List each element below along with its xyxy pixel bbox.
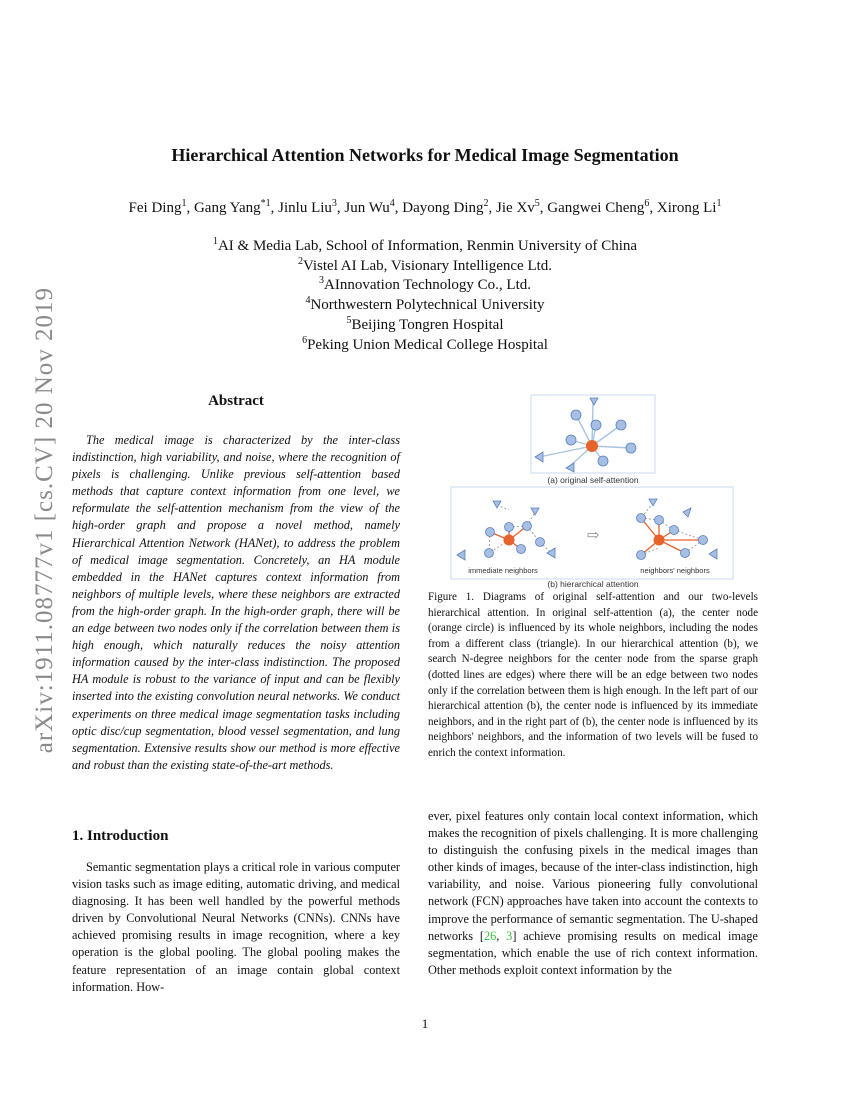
author-affiliation-mark: 5 <box>534 198 540 209</box>
figure-a-center-node <box>586 440 598 452</box>
citation-link[interactable]: 3 <box>506 928 513 943</box>
citation-link[interactable]: 26 <box>483 928 497 943</box>
author <box>547 200 649 216</box>
affiliation-list <box>0 237 850 355</box>
author-name: Dayong Ding <box>402 200 484 216</box>
citation-separator: , <box>496 928 507 943</box>
affiliation-text: Beijing Tongren Hospital <box>351 316 504 333</box>
paper-title: Hierarchical Attention Networks for Medical Image Segmentation <box>171 145 679 165</box>
author-affiliation-mark: *1 <box>260 198 271 209</box>
affiliation <box>0 276 850 296</box>
abstract-heading: Abstract <box>208 393 264 409</box>
author-affiliation-mark: 1 <box>716 198 722 209</box>
affiliation <box>0 257 850 277</box>
author <box>194 200 271 216</box>
author-list: Fei Ding$^1$, Gang Yang$^{*1}$, Jinlu Liu$^3$, Jun Wu$^4$, Dayong Ding$^2$, Jie Xv$^5$, Gangwei Cheng$^6$, Xirong Li$^1$ <box>128 198 722 216</box>
affiliation-mark: 4 <box>305 295 311 307</box>
figure-b-right-center-node <box>654 535 665 546</box>
author-affiliation-mark: 1 <box>181 198 187 209</box>
author-name: Gang Yang <box>193 200 261 216</box>
affiliation <box>0 296 850 316</box>
arxiv-stamp-text: arXiv:1911.08777v1 [cs.CV] 20 Nov 2019 <box>31 286 58 754</box>
affiliation-mark: 2 <box>297 255 303 267</box>
figure-caption: Figure 1. Diagrams of original self-attention and our two-levels hierarchical attention. In original self-attention (a), the center node (orange circle) is influenced by its whole neighbors, including the nodes from a different class (triangle). In our hierarchical attention (b), we search N-degree neighbors for the center node from the sparse graph (dotted lines are edges) where there will be an edge between two nodes only if the correlation between them is high enough. In the left part of our hierarchical attention (b), the center node is influenced by its immediate neighbors, and in the right part of (b), the center node is influenced by its neighbors' neighbors, and the information of two levels will be fused to enrich the context information. <box>428 591 758 759</box>
figure-b-neighbors-label: neighbors' neighbors <box>640 566 710 575</box>
abstract-text: The medical image is characterized by the inter-class indistinction, high variability, and noise, where the recognition of pixels is challenging. Unlike previous self-attention based methods that capture context information from one level, we reformulate the self-attention mechanism from the view of the high-order graph and propose a novel method, namely Hierarchical Attention Network (HANet), to address the problem of medical image segmentation. Concretely, an HA module embedded in the HANet captures context information from neighbors of multiple levels, where these neighbors are extracted from the high-order graph. In the high-order graph, there will be an edge between two nodes only if the correlation between them is high enough, which naturally reduces the noisy attention information caused by the inter-class indistinction. The proposed HA module is robust to the variance of input and can be flexibly inserted into the existing convolution neural networks. We conduct experiments on three medical image segmentation tasks including optic disc/cup segmentation, blood vessel segmentation, and lung segmentation. Extensive results show our method is more effective and robust than the existing state-of-the-art methods. <box>72 433 400 772</box>
author-name: Xirong Li <box>656 200 717 216</box>
figure-b-arrow: ⇨ <box>586 528 600 544</box>
intro-paragraph-left: Semantic segmentation plays a critical role in various computer vision tasks such as image editing, automatic driving, and medical diagnosing. It has been well handled by the powerful methods driven by Convolutional Neural Networks (CNNs). CNNs have achieved promising results in image recognition, where a key operation is the global pooling. The global pooling makes the feature representation of an image contain global context information. How- <box>72 860 400 994</box>
author-name: Jie Xv <box>496 200 535 216</box>
affiliation-text: Vistel AI Lab, Visionary Intelligence Ltd. <box>302 257 553 274</box>
figure-b-label: (b) hierarchical attention <box>547 579 639 589</box>
affiliation-mark: 3 <box>319 275 324 287</box>
affiliation-mark: 6 <box>302 334 308 346</box>
section-heading-introduction: 1. Introduction <box>72 828 169 844</box>
author <box>496 200 540 216</box>
author <box>129 200 187 216</box>
author-name: Jinlu Liu <box>278 200 332 216</box>
figure-b-immediate-label: immediate neighbors <box>468 566 538 575</box>
affiliation <box>0 237 850 257</box>
author <box>278 200 337 216</box>
author-name: Jun Wu <box>344 200 390 216</box>
author-affiliation-mark: 4 <box>389 198 395 209</box>
intro-right-text-2: ] achieve promising results on medical image segmentation, which enable the use of rich context information. Other methods exploit context information by the <box>428 928 758 977</box>
author-affiliation-mark: 3 <box>331 198 337 209</box>
author-affiliation-mark: 6 <box>644 198 650 209</box>
affiliation-mark: 1 <box>212 236 218 247</box>
affiliation-text: Peking Union Medical College Hospital <box>307 336 548 353</box>
intro-right-text-1: ever, pixel features only contain local context information, which makes the recognition of pixels challenging. It is more challenging to distinguish the confusing pixels in the medical images than other kinds of images, because of the inter-class indistinction, high variability, and noise. Various pioneering fully convolutional network (FCN) approaches have taken into account the contexts to improve the performance of semantic segmentation. The U-shaped networks [ <box>428 809 758 943</box>
author-name: Fei Ding <box>128 200 182 216</box>
author <box>402 200 488 216</box>
affiliation <box>0 336 850 356</box>
figure-b-left-center-node <box>504 535 515 546</box>
affiliation-text: Northwestern Polytechnical University <box>310 297 545 314</box>
affiliation-text: AInnovation Technology Co., Ltd. <box>324 277 531 294</box>
figure-1 <box>445 390 750 590</box>
affiliation-mark: 5 <box>346 314 352 326</box>
author-affiliation-mark: 2 <box>483 198 489 209</box>
affiliation <box>0 316 850 336</box>
figure-a-label: (a) original self-attention <box>547 475 639 485</box>
author <box>344 200 394 216</box>
intro-paragraph-right <box>428 808 758 979</box>
affiliation-text: AI & Media Lab, School of Information, Renmin University of China <box>217 238 638 254</box>
page-number: 1 <box>421 1016 429 1031</box>
author-name: Gangwei Cheng <box>547 200 645 216</box>
author <box>657 200 722 216</box>
